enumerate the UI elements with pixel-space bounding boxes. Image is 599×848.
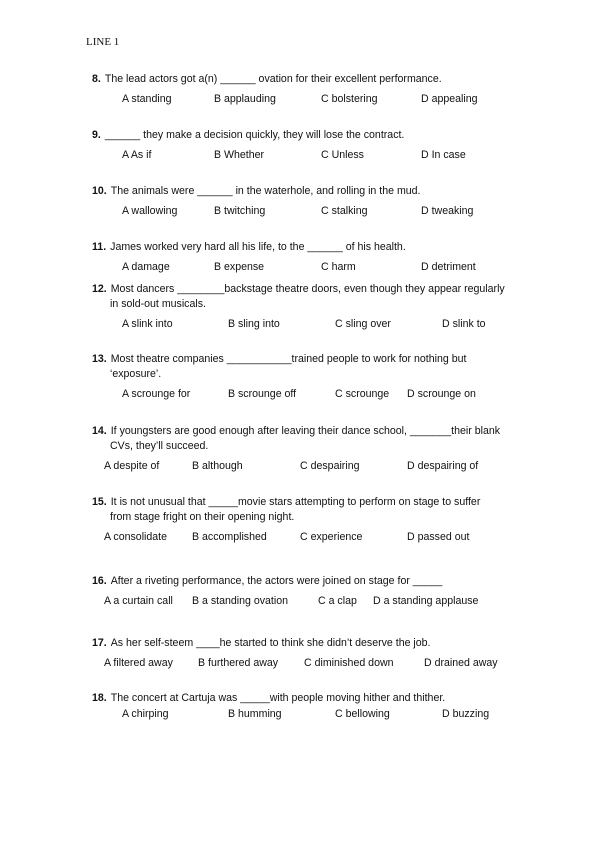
option-b[interactable]: B although	[192, 460, 243, 472]
question-stem	[92, 636, 532, 651]
question-text-continued: ‘exposure’.	[110, 368, 162, 380]
question-text: ______ they make a decision quickly, they will lose the contract.	[104, 129, 405, 141]
option-c[interactable]: C experience	[300, 531, 363, 543]
question-number: 18.	[92, 692, 107, 704]
option-d[interactable]: D despairing of	[407, 460, 479, 472]
line-label: LINE 1	[86, 36, 120, 48]
question-number: 14.	[92, 425, 107, 437]
question-8	[92, 72, 532, 107]
option-c[interactable]: C bellowing	[335, 708, 390, 720]
question-number: 8.	[92, 73, 101, 85]
options-row	[92, 149, 532, 163]
option-b[interactable]: B Whether	[214, 149, 265, 161]
option-c[interactable]: C scrounge	[335, 388, 390, 400]
options-row	[92, 657, 532, 671]
question-16	[92, 574, 532, 609]
options-row	[92, 93, 532, 107]
option-b[interactable]: B furthered away	[198, 657, 279, 669]
option-c[interactable]: C despairing	[300, 460, 360, 472]
question-text: Most dancers ________backstage theatre doors, even though they appear regularly	[110, 283, 505, 295]
question-18	[92, 691, 532, 722]
question-stem	[92, 282, 532, 297]
option-a[interactable]: A As if	[122, 149, 152, 161]
question-stem	[92, 352, 532, 367]
question-12	[92, 282, 532, 332]
option-b[interactable]: B a standing ovation	[192, 595, 289, 607]
question-number: 13.	[92, 353, 107, 365]
question-text: The lead actors got a(n) ______ ovation for their excellent performance.	[104, 73, 442, 85]
option-d[interactable]: D scrounge on	[407, 388, 476, 400]
option-a[interactable]: A standing	[122, 93, 172, 105]
question-stem	[92, 72, 532, 87]
question-stem	[92, 495, 532, 510]
option-c[interactable]: C a clap	[318, 595, 357, 607]
question-text-continued: from stage fright on their opening night.	[110, 511, 295, 523]
options-row	[92, 460, 532, 474]
option-b[interactable]: B accomplished	[192, 531, 267, 543]
question-text: It is not unusual that _____movie stars attempting to perform on stage to suffer	[110, 496, 481, 508]
question-text: As her self-steem ____he started to think she didn’t deserve the job.	[110, 637, 431, 649]
options-row	[92, 708, 532, 722]
option-b[interactable]: B twitching	[214, 205, 266, 217]
question-number: 10.	[92, 185, 107, 197]
question-text-continued: CVs, they’ll succeed.	[110, 440, 209, 452]
option-a[interactable]: A consolidate	[104, 531, 168, 543]
question-10	[92, 184, 532, 219]
question-stem	[92, 424, 532, 439]
question-stem	[92, 691, 532, 706]
option-d[interactable]: D tweaking	[421, 205, 474, 217]
question-11	[92, 240, 532, 275]
option-a[interactable]: A scrounge for	[122, 388, 191, 400]
option-d[interactable]: D detriment	[421, 261, 476, 273]
options-row	[92, 318, 532, 332]
question-text: James worked very hard all his life, to the ______ of his health.	[110, 241, 406, 253]
option-a[interactable]: A wallowing	[122, 205, 178, 217]
question-text: The concert at Cartuja was _____with people moving hither and thither.	[110, 692, 446, 704]
question-text: The animals were ______ in the waterhole, and rolling in the mud.	[110, 185, 421, 197]
options-row	[92, 261, 532, 275]
question-15	[92, 495, 532, 545]
option-c[interactable]: C harm	[321, 261, 356, 273]
option-b[interactable]: B applauding	[214, 93, 276, 105]
question-number: 15.	[92, 496, 107, 508]
question-text: If youngsters are good enough after leaving their dance school, _______their blank	[110, 425, 501, 437]
option-c[interactable]: C stalking	[321, 205, 368, 217]
options-row	[92, 531, 532, 545]
option-b[interactable]: B expense	[214, 261, 265, 273]
option-d[interactable]: D appealing	[421, 93, 478, 105]
question-number: 17.	[92, 637, 107, 649]
options-row	[92, 205, 532, 219]
option-d[interactable]: D In case	[421, 149, 466, 161]
question-stem	[92, 240, 532, 255]
question-17	[92, 636, 532, 671]
question-number: 9.	[92, 129, 101, 141]
question-number: 12.	[92, 283, 107, 295]
option-b[interactable]: B sling into	[228, 318, 280, 330]
option-a[interactable]: A a curtain call	[104, 595, 173, 607]
question-13	[92, 352, 532, 402]
option-d[interactable]: D drained away	[424, 657, 498, 669]
option-a[interactable]: A slink into	[122, 318, 173, 330]
option-c[interactable]: C sling over	[335, 318, 391, 330]
option-d[interactable]: D passed out	[407, 531, 470, 543]
option-d[interactable]: D slink to	[442, 318, 486, 330]
option-d[interactable]: D buzzing	[442, 708, 490, 720]
option-b[interactable]: B humming	[228, 708, 282, 720]
option-a[interactable]: A damage	[122, 261, 170, 273]
option-c[interactable]: C bolstering	[321, 93, 378, 105]
question-stem	[92, 574, 532, 589]
option-a[interactable]: A despite of	[104, 460, 160, 472]
question-number: 11.	[92, 241, 107, 253]
question-text: After a riveting performance, the actors were joined on stage for _____	[110, 575, 443, 587]
question-stem	[92, 184, 532, 199]
option-c[interactable]: C diminished down	[304, 657, 394, 669]
question-text: Most theatre companies ___________trained people to work for nothing but	[110, 353, 467, 365]
option-a[interactable]: A chirping	[122, 708, 169, 720]
option-a[interactable]: A filtered away	[104, 657, 173, 669]
question-text-continued: in sold-out musicals.	[110, 298, 206, 310]
option-c[interactable]: C Unless	[321, 149, 364, 161]
question-stem	[92, 128, 532, 143]
options-row	[92, 388, 532, 402]
options-row	[92, 595, 532, 609]
question-number: 16.	[92, 575, 107, 587]
option-d[interactable]: D a standing applause	[373, 595, 479, 607]
question-9	[92, 128, 532, 163]
option-b[interactable]: B scrounge off	[228, 388, 297, 400]
question-14	[92, 424, 532, 474]
